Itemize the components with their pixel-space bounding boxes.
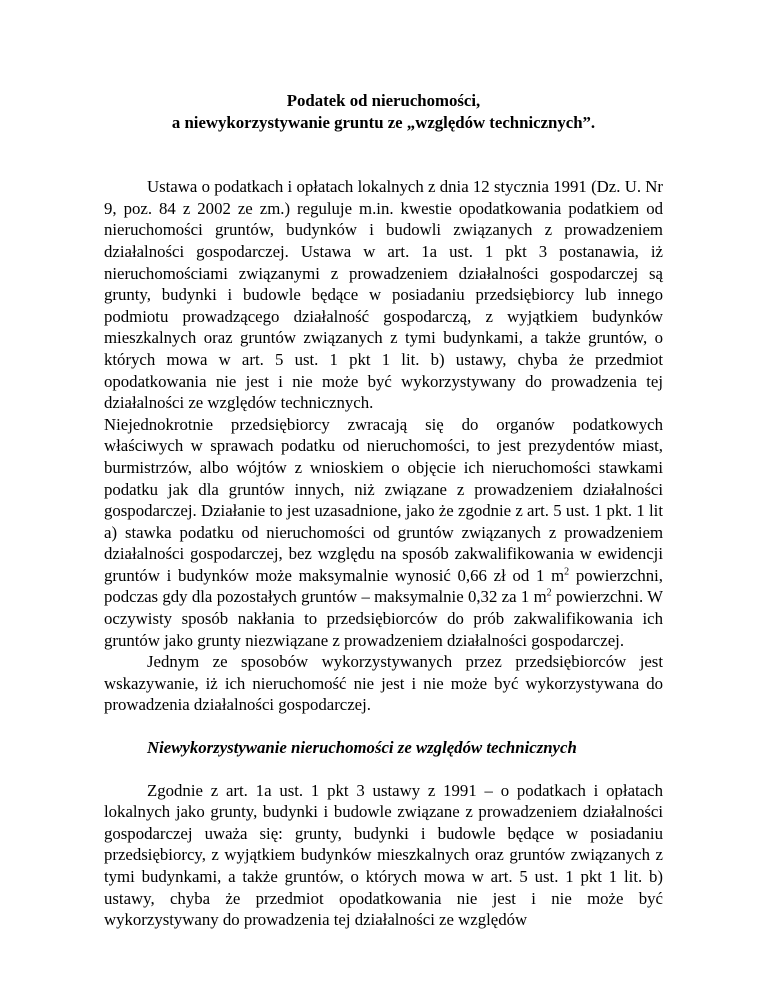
paragraph-tax-rates-part3: powierzchni. W oczywisty sposób nakłania to przedsiębiorców do prób zakwalifikowania ich gruntów jako grunty niezwiązane z prowadzeniem działalności gospodarczej.: [104, 587, 663, 650]
paragraph-methods: Jednym ze sposobów wykorzystywanych przez przedsiębiorców jest wskazywanie, iż ich nieruchomość nie jest i nie może być wykorzystywana do prowadzenia działalności gospodarczej.: [104, 652, 663, 715]
superscript-square-2: 2: [546, 587, 552, 599]
paragraph-article: Zgodnie z art. 1a ust. 1 pkt 3 ustawy z 1991 – o podatkach i opłatach lokalnych jako grunty, budynki i budowle związane z prowadzeniem działalności gospodarczej uważa się: grunty, budynki i budowle będące w posiadaniu przedsiębiorcy, z wyjątkiem budynków mieszkalnych oraz gruntów związanych z tymi budynkami, a także gruntów, o których mowa w art. 5 ust. 1 pkt 1 lit. b) ustawy, chyba że przedmiot opodatkowania nie jest i nie może być wykorzystywany do prowadzenia tej działalności ze względów: [104, 780, 663, 930]
paragraph-tax-rates-part1: Niejednokrotnie przedsiębiorcy zwracają się do organów podatkowych właściwych w sprawach podatku od nieruchomości, to jest prezydentów miast, burmistrzów, albo wójtów z wnioskiem o objęcie ich nieruchomości stawkami podatku jak dla gruntów innych, niż związane z prowadzeniem działalności gospodarczej. Działanie to jest uzasadnione, jako że zgodnie z art. 5 ust. 1 pkt. 1 lit a) stawka podatku od nieruchomości od gruntów związanych z prowadzeniem działalności gospodarczej, bez względu na sposób zakwalifikowania w ewidencji gruntów i budynków może maksymalnie wynosić 0,66 zł od 1 m: [104, 414, 663, 585]
paragraph-intro: Ustawa o podatkach i opłatach lokalnych z dnia 12 stycznia 1991 (Dz. U. Nr 9, poz. 84 z 2002 ze zm.) reguluje m.in. kwestie opodatkowania podatkiem od nieruchomości gruntów, budynków i budowli związanych z prowadzeniem działalności gospodarczej. Ustawa w art. 1a ust. 1 pkt 3 postanawia, iż nieruchomościami związanymi z prowadzeniem działalności gospodarczej są grunty, budynki i budowle będące w posiadaniu przedsiębiorcy lub innego podmiotu prowadzącego działalność gospodarczą, z wyjątkiem budynków mieszkalnych oraz gruntów związanych z tymi budynkami, a także gruntów, o których mowa w art. 5 ust. 1 pkt 1 lit. b) ustawy, chyba że przedmiot opodatkowania nie jest i nie może być wykorzystywany do prowadzenia tej działalności ze względów technicznych.: [104, 177, 663, 413]
document-title: [104, 90, 663, 133]
title-line-2: a niewykorzystywanie gruntu ze „względów technicznych”.: [171, 112, 596, 132]
paragraph-tax-rates-part2: powierzchni, podczas gdy dla pozostałych gruntów – maksymalnie 0,32 za 1 m: [104, 565, 663, 607]
paragraph-tax-rates: [104, 414, 663, 652]
document-page: [104, 90, 663, 931]
section-heading: Niewykorzystywanie nieruchomości ze względów technicznych: [147, 738, 577, 758]
superscript-square-1: 2: [564, 566, 570, 578]
title-line-1: Podatek od nieruchomości,: [286, 91, 481, 110]
